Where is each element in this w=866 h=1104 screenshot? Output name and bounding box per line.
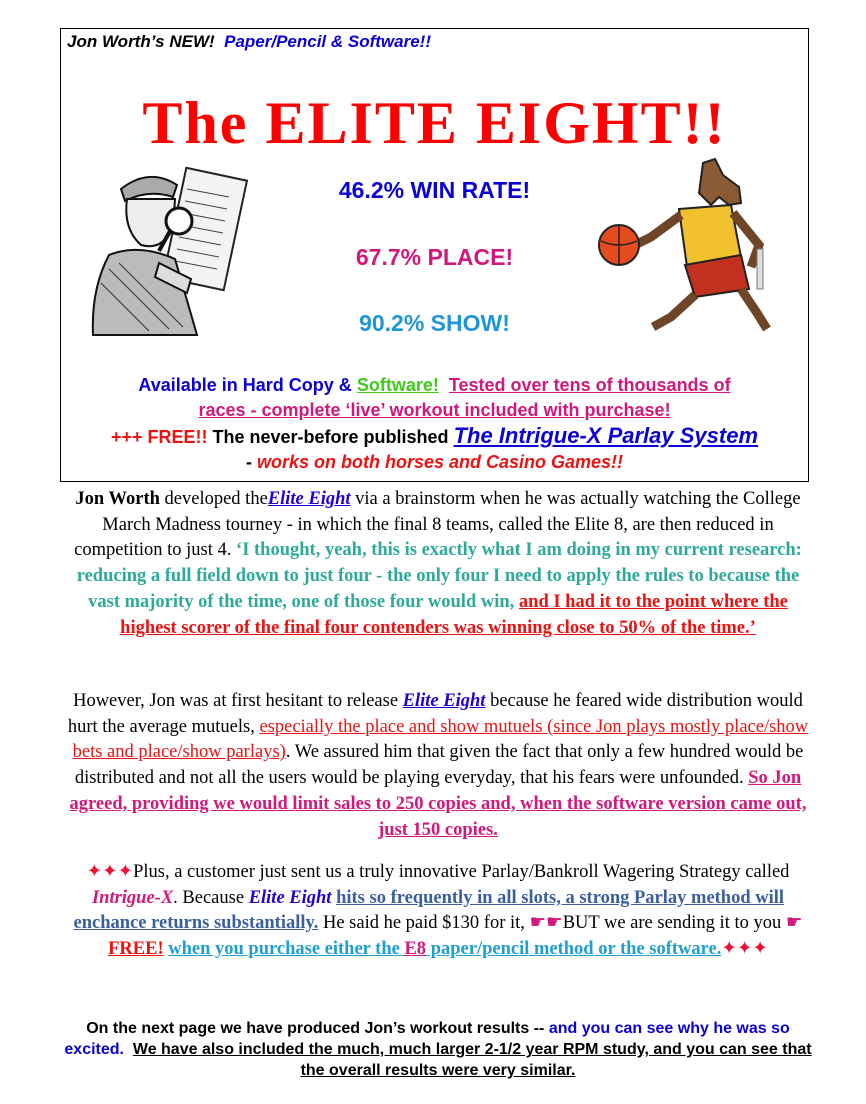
paragraph-2 (62, 689, 814, 843)
promo-line-4 (61, 450, 808, 475)
p1-quote: ‘I thought, yeah, this is exactly what I am doing in my current research: reducing a full field down to just four - the only four I need to apply the rules to because the vast majority of the time, one of those four would win, (76, 540, 802, 612)
tested-text-1: Tested over tens of thousands of (448, 375, 731, 395)
footer-text-1: On the next page we have produced Jon’s workout results -- (86, 1020, 545, 1037)
p1-text-2: via a brainstorm when he was actually watching the College March Madness tourney - in which the final 8 teams, called the Elite 8, are then reduced in competition to just 4. (74, 489, 801, 561)
p3-cyan-a: when you purchase either the (168, 939, 405, 960)
p2-text-1: However, Jon was at first hesitant to release (73, 691, 403, 711)
never-published-text: The never-before published (212, 427, 449, 447)
p3-text-4: BUT we are sending it to you (562, 913, 786, 934)
p1-elite-eight: Elite Eight (267, 489, 351, 509)
pointing-hand-icon-2: ☛ (785, 913, 803, 934)
headline-box (60, 28, 809, 482)
p3-elite-eight: Elite Eight (248, 887, 332, 908)
intrigue-system-title: The Intrigue-X Parlay System (453, 423, 759, 448)
footer-text-2: and you can see why he was so excited. (64, 1020, 790, 1058)
footer-note (62, 1018, 814, 1081)
dash-text: - (245, 452, 252, 472)
p2-elite-eight: Elite Eight (402, 691, 486, 711)
free-plus-text: +++ FREE!! (110, 427, 208, 447)
sparkle-icon-end: ✦✦✦ (721, 939, 768, 960)
available-text: Available in Hard Copy & (138, 375, 352, 395)
software-text: Software! (356, 375, 439, 395)
promo-line-1 (61, 373, 808, 398)
footer-text-3: We have also included the much, much larger 2-1/2 year RPM study, and you can see that the overall results were very similar. (132, 1041, 812, 1079)
p3-text-2: . Because (173, 887, 249, 908)
tested-text-2: races - complete ‘live’ workout included with purchase! (198, 400, 671, 420)
jon-worth-name: Jon Worth (75, 489, 160, 509)
p2-text-2: because he feared wide distribution would hurt the average mutuels, (67, 691, 803, 737)
title-text: The ELITE EIGHT!! (142, 90, 727, 156)
p3-text-3: He said he paid $130 for it, (318, 913, 530, 934)
pointing-hand-icon: ☛☛ (529, 913, 563, 934)
sparkle-icon: ✦✦✦ (86, 862, 134, 882)
p1-quote-red: and I had it to the point where the highest scorer of the final four contenders was winning close to 50% of the time.’ (120, 591, 788, 638)
p3-intrigue: Intrigue-X (91, 887, 174, 908)
promo-line-2 (61, 398, 808, 423)
paragraph-3 (62, 860, 814, 963)
headline-tagline (67, 32, 431, 52)
author-line: Jon Worth’s NEW! (67, 32, 215, 51)
page-title (61, 83, 808, 163)
p3-cyan-b: paper/pencil method or the software. (426, 939, 722, 960)
p1-text-1: developed the (159, 489, 268, 509)
p2-red-text: especially the place and show mutuels (since Jon plays mostly place/show bets and place/show parlays) (72, 716, 809, 763)
win-rate-stat: 46.2% WIN RATE! (338, 177, 531, 203)
p3-blue-underline: hits so frequently in all slots, a strong Parlay method will enchance returns substantially. (73, 887, 785, 934)
horse-basketball-illustration (591, 157, 786, 337)
works-on-text: works on both horses and Casino Games!! (256, 452, 624, 472)
place-stat: 67.7% PLACE! (355, 244, 514, 270)
promo-block (61, 373, 808, 475)
p3-text-1: Plus, a customer just sent us a truly innovative Parlay/Bankroll Wagering Strategy called (133, 862, 790, 882)
p3-e8: E8 (404, 939, 427, 960)
p3-free: FREE! (108, 939, 164, 960)
p2-magenta-text: So Jon agreed, providing we would limit sales to 250 copies and, when the software version came out, just 150 copies. (69, 768, 807, 840)
product-line: Paper/Pencil & Software!! (224, 32, 431, 51)
promo-line-3 (61, 423, 808, 450)
show-stat: 90.2% SHOW! (359, 310, 510, 336)
paragraph-1 (62, 487, 814, 641)
p2-text-3: . We assured him that given the fact that only a few hundred would be distributed and not all the users would be playing everyday, that his fears were unfounded. (74, 742, 804, 789)
